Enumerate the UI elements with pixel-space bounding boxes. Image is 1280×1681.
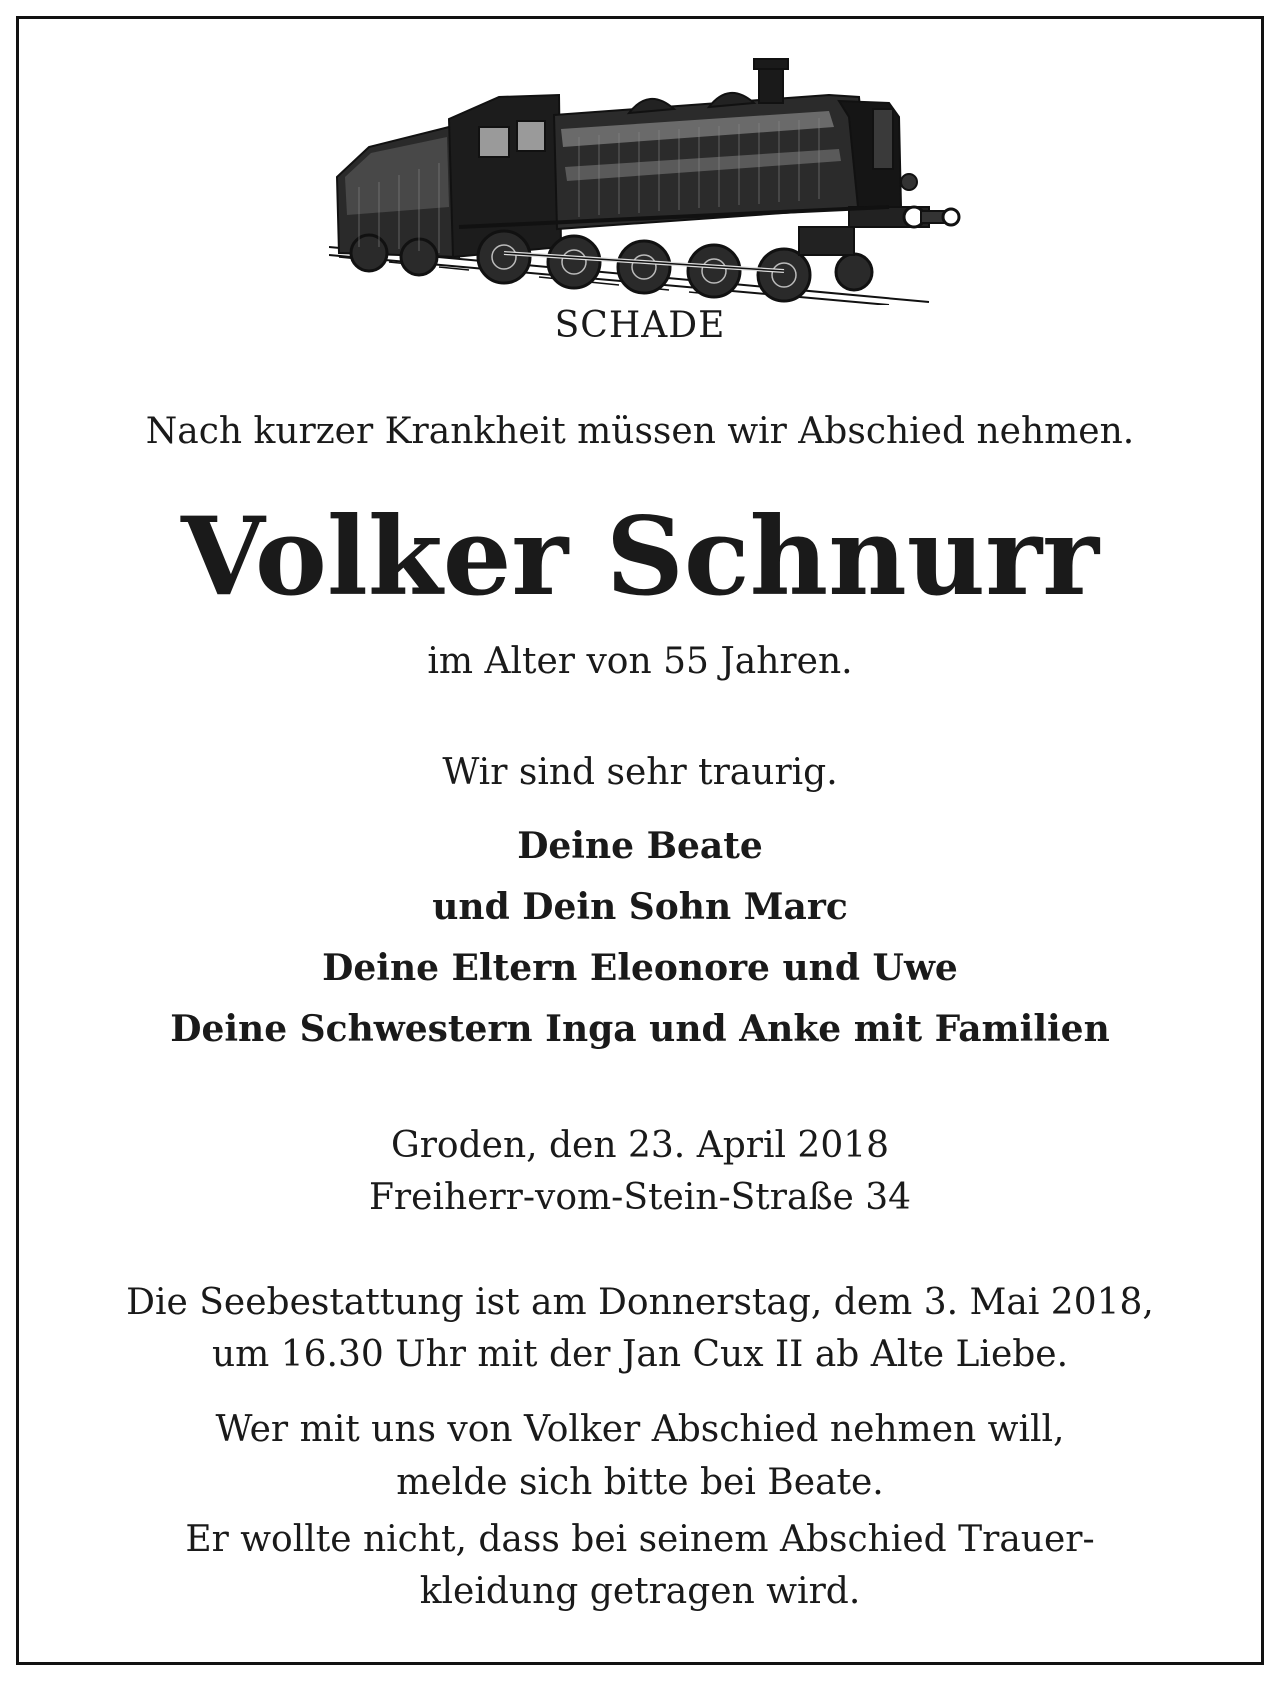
note-line: melde sich bitte bei Beate.: [396, 1462, 884, 1503]
signature-line: Deine Schwestern Inga und Anke mit Familien: [170, 1008, 1110, 1050]
funeral-info-line: Die Seebestattung ist am Donnerstag, dem 3. Mai 2018,: [126, 1282, 1154, 1323]
signature-line: Deine Eltern Eleonore und Uwe: [322, 947, 958, 989]
signature-line: und Dein Sohn Marc: [432, 886, 848, 928]
note-line: Wer mit uns von Volker Abschied nehmen will,: [215, 1409, 1065, 1450]
note-line: kleidung getragen wird.: [419, 1571, 861, 1612]
intro-text: Nach kurzer Krankheit müssen wir Abschied nehmen.: [145, 411, 1135, 452]
signature-line: Deine Beate: [517, 825, 763, 867]
place-date: Groden, den 23. April 2018: [390, 1125, 890, 1166]
steam-locomotive-illustration: [329, 57, 969, 305]
age-text: im Alter von 55 Jahren.: [427, 641, 853, 682]
deceased-name: Volker Schnurr: [180, 494, 1100, 620]
heading-schade: SCHADE: [554, 305, 726, 346]
note-line: Er wollte nicht, dass bei seinem Abschied Trauer-: [185, 1519, 1095, 1560]
mourning-text: Wir sind sehr traurig.: [442, 752, 838, 793]
obituary-frame: [16, 16, 1264, 1665]
address: Freiherr-vom-Stein-Straße 34: [368, 1177, 912, 1218]
funeral-info-line: um 16.30 Uhr mit der Jan Cux II ab Alte Liebe.: [211, 1334, 1069, 1375]
